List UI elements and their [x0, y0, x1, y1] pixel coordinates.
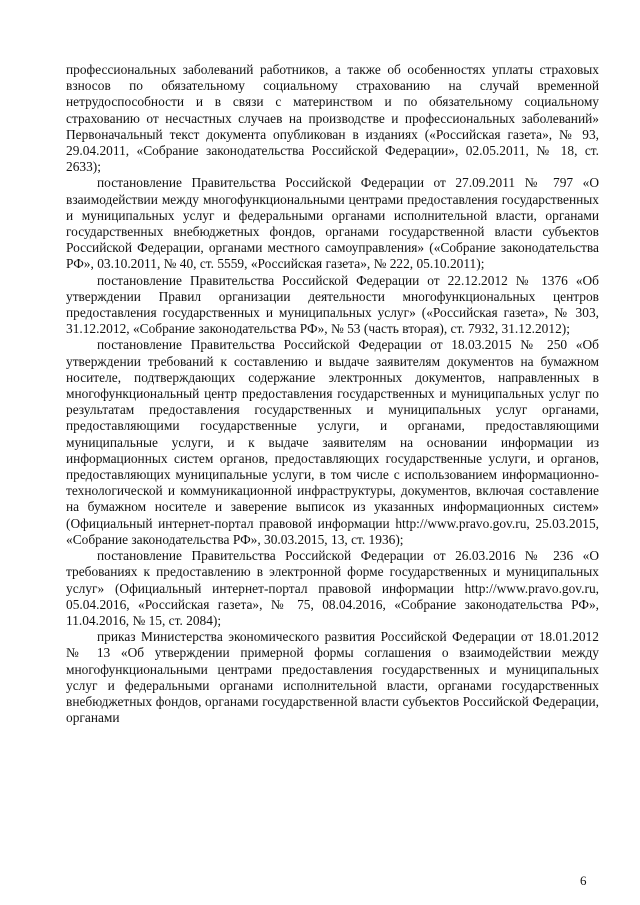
paragraph-order-13: приказ Министерства экономического развития Российской Федерации от 18.01.2012 № 13 «Об утверждении примерной формы соглашения о взаимодействии между многофункциональными центрами предоставления государственных и муниципальных услуг и федеральными органами исполнительной власти, органами государственных внебюджетных фондов, органами государственной власти субъектов Российской Федерации, органами [66, 629, 599, 726]
page-number: 6 [580, 873, 587, 888]
paragraph-resolution-1376: постановление Правительства Российской Федерации от 22.12.2012 № 1376 «Об утверждении Правил организации деятельности многофункциональных центров предоставления государственных и муниципальных услуг» («Российская газета», № 303, 31.12.2012, «Собрание законодательства РФ», № 53 (часть вторая), ст. 7932, 31.12.2012); [66, 272, 599, 337]
paragraph-resolution-797: постановление Правительства Российской Федерации от 27.09.2011 № 797 «О взаимодействии между многофункциональными центрами предоставления государственных и муниципальных услуг и федеральными органами исполнительной власти, органами государственных внебюджетных фондов, органами государственной власти субъектов Российской Федерации, органами местного самоуправления» («Собрание законодательства РФ», 03.10.2011, № 40, ст. 5559, «Российская газета», № 222, 05.10.2011); [66, 175, 599, 272]
paragraph-resolution-236: постановление Правительства Российской Федерации от 26.03.2016 № 236 «О требованиях к предоставлению в электронной форме государственных и муниципальных услуг» (Официальный интернет-портал правовой информации http://www.pravo.gov.ru, 05.04.2016, «Российская газета», № 75, 08.04.2016, «Собрание законодательства РФ», 11.04.2016, № 15, ст. 2084); [66, 548, 599, 628]
paragraph-continuation: профессиональных заболеваний работников, а также об особенностях уплаты страховых взносов по обязательному социальному страхованию на случай временной нетрудоспособности и в связи с материнством и по обязательному социальному страхованию от несчастных случаев на производстве и профессиональных заболеваний» Первоначальный текст документа опубликован в изданиях («Российская газета», № 93, 29.04.2011, «Собрание законодательства Российской Федерации», 02.05.2011, № 18, ст. 2633); [66, 62, 599, 175]
paragraph-resolution-250: постановление Правительства Российской Федерации от 18.03.2015 № 250 «Об утверждении требований к составлению и выдаче заявителям документов на бумажном носителе, подтверждающих содержание электронных документов, направленных в многофункциональный центр предоставления государственных и муниципальных услуг по результатам предоставления государственных и муниципальных услуг органами, предоставляющими государственные услуги, и органами, предоставляющими муниципальные услуги, и к выдаче заявителям на основании информации из информационных систем органов, предоставляющих государственные услуги, и органов, предоставляющих муниципальные услуги, в том числе с использованием информационно-технологической и коммуникационной инфраструктуры, документов, включая составление на бумажном носителе и заверение выписок из указанных информационных систем» (Официальный интернет-портал правовой информации http://www.pravo.gov.ru, 25.03.2015, «Собрание законодательства РФ», 30.03.2015, 13, ст. 1936); [66, 337, 599, 547]
document-page-body [66, 62, 599, 726]
